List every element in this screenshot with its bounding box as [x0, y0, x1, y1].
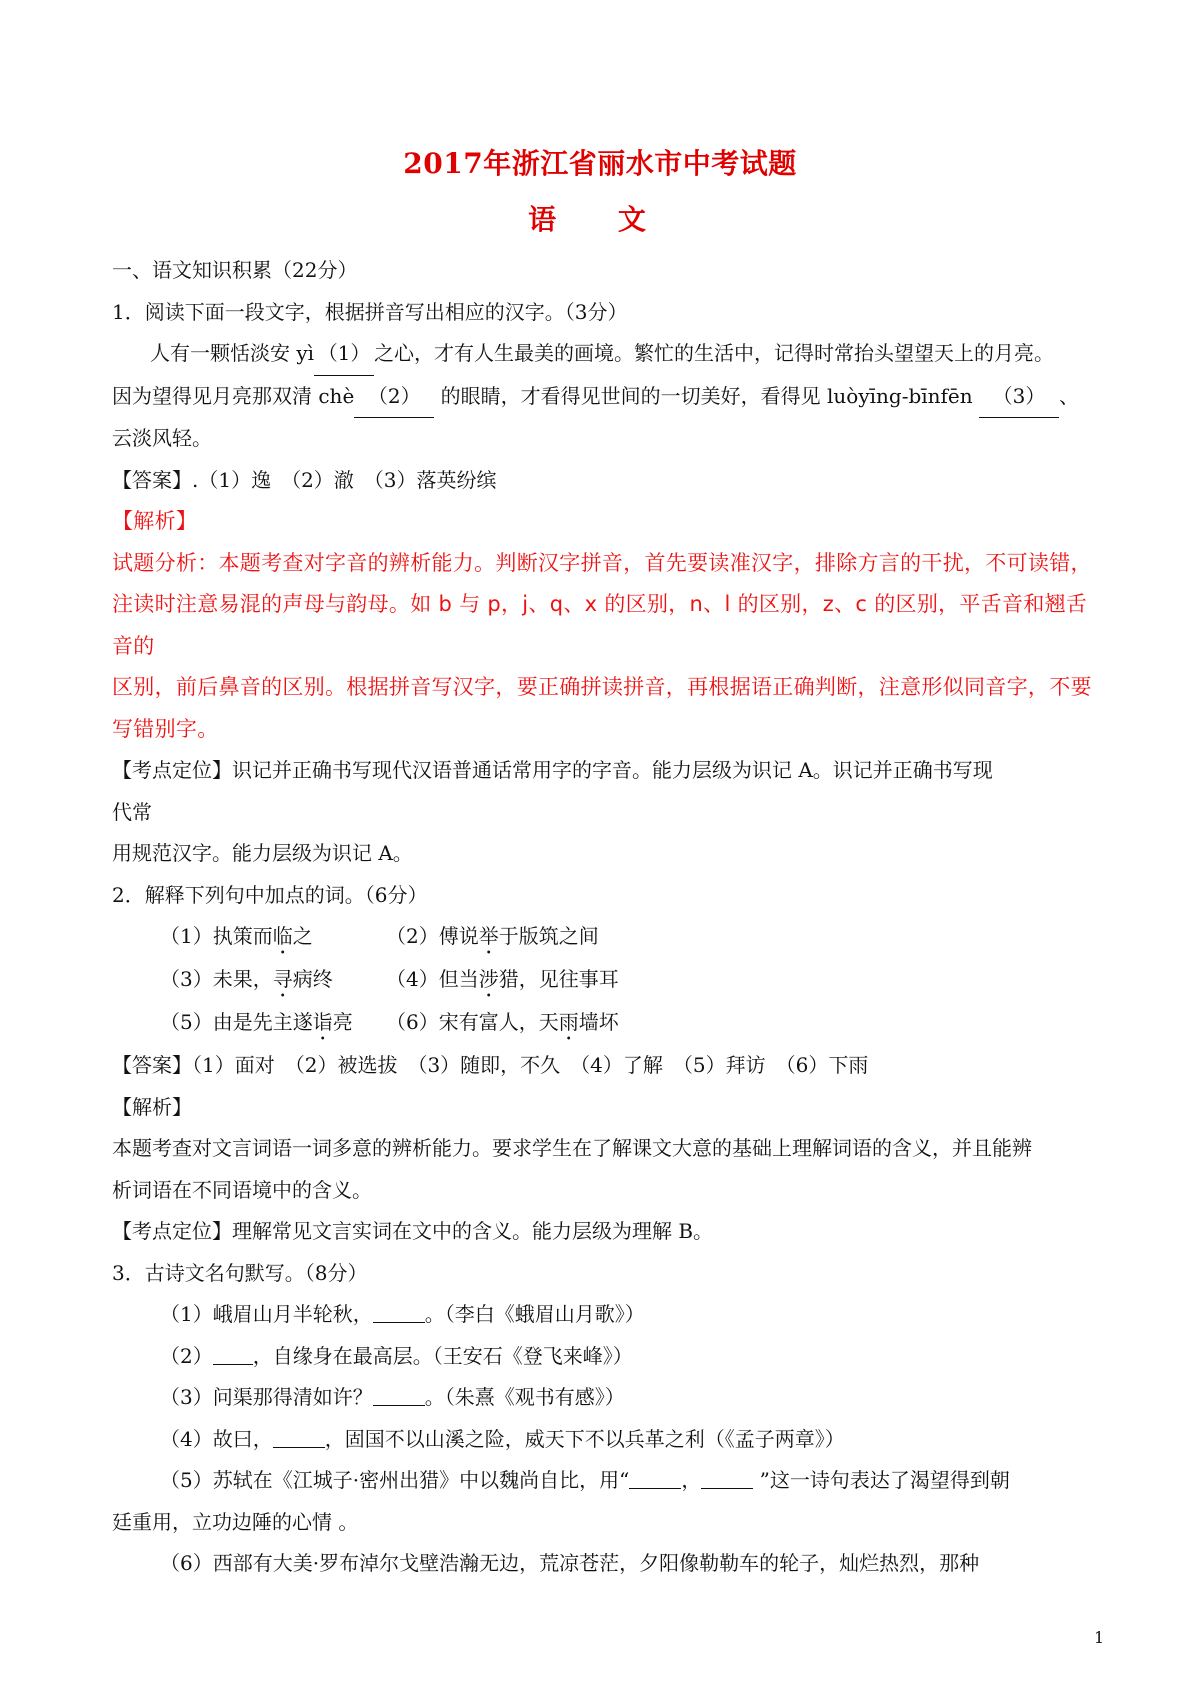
- q1-passage-line2: 因为望得见月亮那双清 chè （2） 的眼睛，才看得见世间的一切美好，看得见 luòyīng-bīnfēn （3） 、: [112, 376, 1102, 419]
- q1-stem: 1．阅读下面一段文字，根据拼音写出相应的汉字。（3分）: [112, 299, 628, 324]
- q1-kaodian-line1: 【考点定位】识记并正确书写现代汉语普通话常用字的字音。能力层级为识记 A。识记并正确书写现: [112, 758, 993, 782]
- section-heading: 一、语文知识积累（22分）: [112, 258, 358, 282]
- page-number: 1: [1094, 1628, 1105, 1647]
- q1-analysis-line3: 区别，前后鼻音的区别。根据拼音写汉字，要正确拼读拼音，再根据语正确判断，注意形似同音字，不要: [112, 675, 1092, 699]
- q2-analysis-line1: 本题考查对文言词语一词多意的辨析能力。要求学生在了解课文大意的基础上理解词语的含义，并且能辨: [112, 1136, 1032, 1160]
- q1-kaodian-line3: 用规范汉字。能力层级为识记 A。: [112, 841, 413, 865]
- q2-analysis-label: 【解析】: [112, 1094, 192, 1119]
- q2-item-4: （4）但当涉猎，见往事耳: [386, 967, 619, 991]
- q3-item-5-cont: 廷重用，立功边陲的心情 。: [112, 1509, 359, 1534]
- q2-stem: 2．解释下列句中加点的词。（6分）: [112, 882, 428, 907]
- q3-blank-5b: [701, 1468, 753, 1489]
- q2-analysis-line2: 析词语在不同语境中的含义。: [112, 1177, 372, 1202]
- q2-dotted-word-3: 寻: [272, 967, 293, 991]
- q2-item-5: （5）由是先主遂诣亮: [160, 1010, 353, 1034]
- q3-blank-2: [213, 1344, 253, 1365]
- q1-blank-2: （2）: [354, 376, 434, 419]
- q1-blank-1: （1）: [314, 333, 374, 376]
- q3-blank-1: [373, 1302, 425, 1323]
- q2-item-3: （3）未果，寻病终: [160, 967, 333, 991]
- q3-item-6: （6）西部有大美·罗布淖尔戈壁浩瀚无边，荒凉苍茫，夕阳像勒勒车的轮子，灿烂热烈，那种: [160, 1551, 980, 1575]
- q2-dotted-word-1: 临: [272, 924, 293, 948]
- q3-blank-3: [373, 1385, 425, 1406]
- q3-item-1: （1）峨眉山月半轮秋， 。（李白《蛾眉山月歌》）: [160, 1302, 645, 1326]
- q1-answer: 【答案】.（1）逸 （2）澈 （3）落英纷缤: [112, 467, 497, 492]
- q3-item-4: （4）故曰， ，固国不以山溪之险，威天下不以兵革之利（《孟子两章》）: [160, 1426, 845, 1451]
- q3-item-5: （5）苏轼在《江城子·密州出猎》中以魏尚自比，用“ ， ”这一诗句表达了渴望得到朝: [160, 1468, 1010, 1492]
- q1-passage-line1: 人有一颗恬淡安 yì （1） 之心，才有人生最美的画境。繁忙的生活中，记得时常抬头望望天上的月亮。: [112, 333, 1102, 376]
- q2-item-6: （6）宋有富人，天雨墙坏: [386, 1010, 619, 1034]
- q3-item-2: （2） ，自缘身在最高层。（王安石《登飞来峰》）: [160, 1343, 633, 1368]
- q2-dotted-word-6: 雨: [558, 1010, 579, 1034]
- q1-analysis-line2: 注读时注意易混的声母与韵母。如 b 与 p，j、q、x 的区别，n、l 的区别，z、c 的区别，平舌音和翘舌音的: [112, 592, 1088, 658]
- q2-dotted-word-4: 涉: [478, 967, 499, 991]
- q3-item-3: （3）问渠那得清如许？ 。（朱熹《观书有感》）: [160, 1385, 625, 1409]
- q2-item-1: （1）执策而临之: [160, 924, 313, 948]
- q2-row-3: [112, 1002, 1102, 1045]
- q2-row-2: [112, 959, 1102, 1002]
- exam-title: 2017年浙江省丽水市中考试题: [403, 147, 797, 180]
- q2-item-2: （2）傅说举于版筑之间: [386, 924, 599, 948]
- q3-stem: 3．古诗文名句默写。（8分）: [112, 1260, 368, 1285]
- q2-row-1: [112, 916, 1102, 959]
- q1-analysis-line1: 试题分析：本题考查对字音的辨析能力。判断汉字拼音，首先要读准汉字，排除方言的干扰，不可读错，: [112, 550, 1092, 575]
- q1-analysis-line4: 写错别字。: [112, 716, 219, 741]
- q1-kaodian-line2: 代常: [112, 799, 152, 824]
- q2-kaodian: 【考点定位】理解常见文言实词在文中的含义。能力层级为理解 B。: [112, 1219, 714, 1243]
- exam-body: [112, 250, 1102, 1585]
- q1-blank-3: （3）: [979, 376, 1059, 419]
- q1-passage-line3: 云淡风轻。: [112, 426, 212, 450]
- q2-dotted-word-5: 诣: [312, 1010, 333, 1034]
- subject-title: 语 文: [528, 203, 672, 236]
- q2-answer: 【答案】（1）面对 （2）被选拔 （3）随即，不久 （4）了解 （5）拜访 （6）下雨: [112, 1053, 869, 1077]
- q1-analysis-label: 【解析】: [112, 509, 198, 533]
- q2-dotted-word-2: 举: [478, 924, 499, 948]
- q3-blank-5a: [629, 1468, 681, 1489]
- q3-blank-4: [273, 1427, 325, 1448]
